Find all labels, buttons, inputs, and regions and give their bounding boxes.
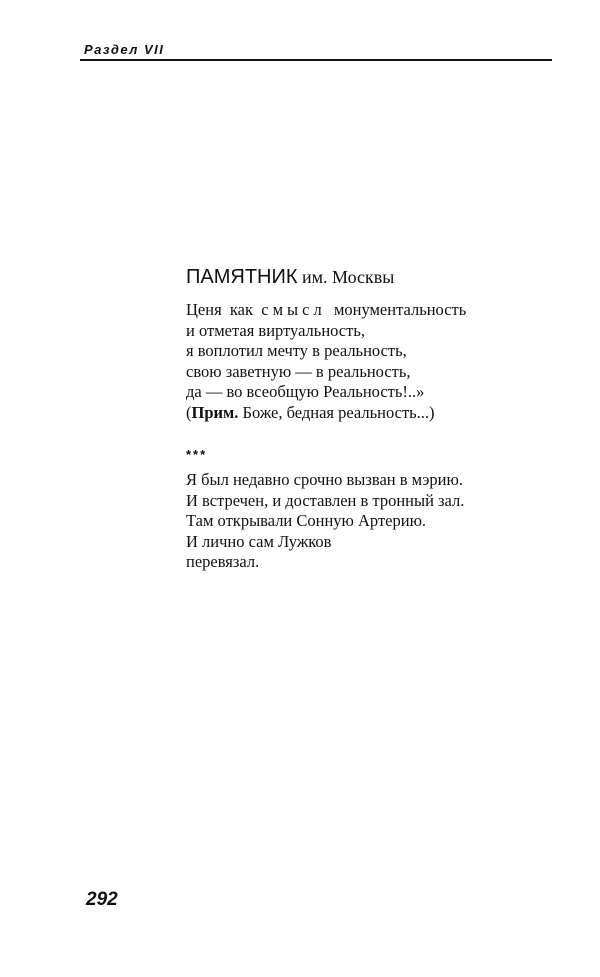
verse-line: перевязал. bbox=[186, 552, 260, 571]
page-number: 292 bbox=[86, 889, 118, 910]
verse-line: Там открывали Сонную Артерию. bbox=[186, 511, 427, 530]
verse-line bbox=[186, 300, 546, 321]
verse-line: я воплотил мечту в реальность, bbox=[186, 341, 407, 360]
verse-line-start: Ценя как bbox=[186, 300, 262, 319]
editor-note bbox=[186, 403, 546, 424]
section-separator: *** bbox=[186, 447, 208, 462]
note-text: Боже, бедная реальность...) bbox=[238, 402, 435, 422]
header-rule bbox=[80, 59, 552, 61]
verse-line: Я был недавно срочно вызван в мэрию. bbox=[186, 470, 463, 489]
poem-title-main: ПАМЯТНИК bbox=[186, 266, 298, 288]
poem-1-body bbox=[186, 300, 546, 423]
note-paren: ( bbox=[186, 402, 192, 422]
poem-2-body bbox=[186, 470, 546, 573]
running-head: Раздел VII bbox=[84, 42, 165, 57]
poem-title bbox=[186, 266, 546, 289]
verse-line: и отметая виртуальность, bbox=[186, 320, 365, 340]
note-label: Прим. bbox=[191, 402, 239, 422]
verse-line-end: монументальность bbox=[325, 300, 467, 319]
verse-line: И лично сам Лужков bbox=[186, 531, 332, 551]
spaced-word: смысл bbox=[261, 300, 326, 319]
poem-title-rest: им. Москвы bbox=[297, 267, 395, 287]
verse-line: И встречен, и доставлен в тронный зал. bbox=[186, 490, 465, 510]
verse-line: свою заветную — в реальность, bbox=[186, 361, 411, 381]
verse-line: да — во всеобщую Реальность!..» bbox=[186, 382, 425, 401]
